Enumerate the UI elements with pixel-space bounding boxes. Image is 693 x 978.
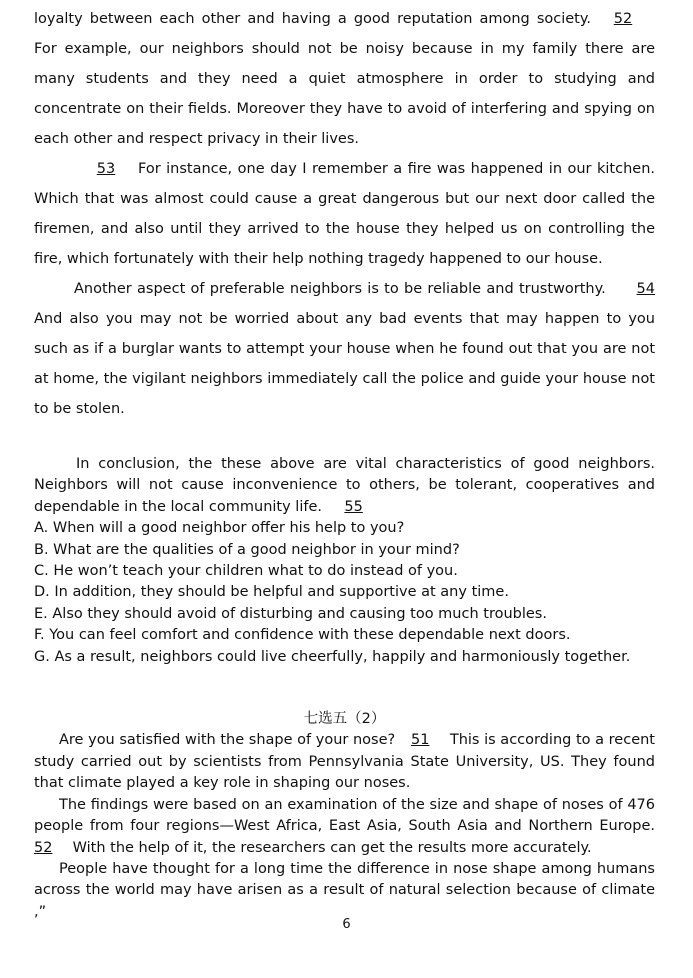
blank-55: 55 <box>344 498 363 515</box>
options-list <box>34 518 655 668</box>
paragraph-text: This is according to a recent study carried out by scientists from Pennsylvania State University, US. They found that climate played a key role in shaping our noses. <box>34 732 655 792</box>
option-d: D. In addition, they should be helpful and supportive at any time. <box>34 584 509 601</box>
paragraph-text: loyalty between each other and having a good reputation among society. <box>34 11 591 27</box>
blank-54: 54 <box>636 281 655 297</box>
passage2-paragraph-3: People have thought for a long time the difference in nose shape among humans across the world may have arisen as a result of natural selection because of climate ,” <box>34 860 655 920</box>
paragraph-text: With the help of it, the researchers can get the results more accurately. <box>68 839 592 856</box>
section-title: 七选五（2） <box>303 711 386 728</box>
paragraph-text: Another aspect of preferable neighbors is to be reliable and trustworthy. <box>74 281 611 297</box>
paragraph-text: The findings were based on an examination of the size and shape of noses of 476 people from four regions—West Africa, East Asia, South Asia and Northern Europe. <box>34 796 655 835</box>
paragraph-text: Are you satisfied with the shape of your nose? <box>59 732 396 749</box>
passage1-paragraph-4 <box>34 454 655 518</box>
paragraph-text: For example, our neighbors should not be noisy because in my family there are many students and they need a quiet atmosphere in order to studying and concentrate on their fields. Moreover they have to avoid of interfering and spying on each other and respect privacy in their lives. <box>34 41 655 147</box>
blank-52: 52 <box>613 11 633 27</box>
option-c: C. He won’t teach your children what to do instead of you. <box>34 563 458 580</box>
blank-52b: 52 <box>34 839 53 856</box>
page-number: 6 <box>342 917 351 932</box>
document-page <box>34 4 655 923</box>
passage2-paragraph-1 <box>34 730 655 794</box>
blank-51: 51 <box>410 732 430 749</box>
blank-53: 53 <box>96 161 116 177</box>
option-g: G. As a result, neighbors could live cheerfully, happily and harmoniously together. <box>34 648 631 665</box>
paragraph-text: In conclusion, the these above are vital characteristics of good neighbors. Neighbors will not cause inconvenience to others, be tolerant, cooperatives and dependable in the local community life. <box>34 456 655 515</box>
option-a: A. When will a good neighbor offer his help to you? <box>34 520 405 537</box>
paragraph-text: And also you may not be worried about any bad events that may happen to you such as if a burglar wants to attempt your house when he found out that you are not at home, the vigilant neighbors immediately call the police and guide your house not to be stolen. <box>34 311 655 417</box>
passage1-paragraph-3 <box>34 274 655 424</box>
option-e: E. Also they should avoid of disturbing and causing too much troubles. <box>34 605 547 622</box>
option-b: B. What are the qualities of a good neighbor in your mind? <box>34 541 460 558</box>
passage1-paragraph-1 <box>34 4 655 154</box>
passage2-paragraph-2 <box>34 795 655 859</box>
option-f: F. You can feel comfort and confidence with these dependable next doors. <box>34 627 571 644</box>
paragraph-text: For instance, one day I remember a fire was happened in our kitchen. Which that was almost could cause a great dangerous but our next door called the firemen, and also until they arrived to the house they helped us on controlling the fire, which fortunately with their help nothing tragedy happened to our house. <box>34 161 655 267</box>
passage1-paragraph-2 <box>34 154 655 274</box>
